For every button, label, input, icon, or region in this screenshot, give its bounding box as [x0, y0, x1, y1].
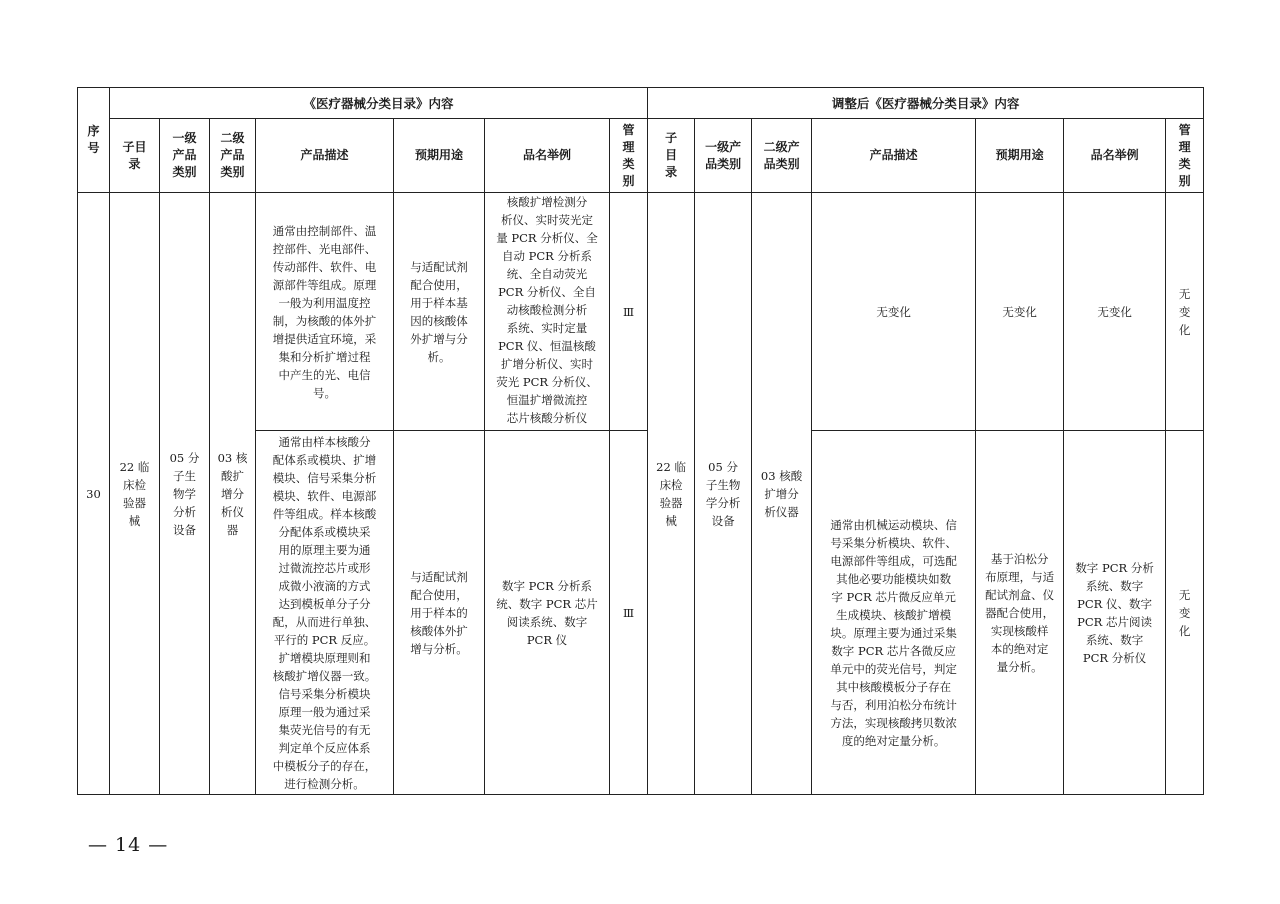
header-orig-description: 产品描述 — [256, 119, 394, 193]
adj-cat2: 03 核酸 扩增分 析仪器 — [752, 193, 812, 795]
adj-description-2: 通常由机械运动模块、信 号采集分析模块、软件、 电源部件等组成，可选配 其他必要功能模块如数 字 PCR 芯片微反应单元 生成模块、核酸扩增模 块。原理主要为通过采集 数字 PCR 芯片各微反应 单元中的荧光信号，判定 其中核酸模板分子存在 与否，利用泊松分布统计 方法，实现核酸拷贝数浓 度的绝对定量分析。 — [812, 431, 976, 795]
header-adj-cat1: 一级产 品类别 — [695, 119, 752, 193]
header-orig-sub-catalog: 子目 录 — [110, 119, 160, 193]
adj-intended-use-2: 基于泊松分 布原理，与适 配试剂盒、仪 器配合使用， 实现核酸样 本的绝对定 量分析。 — [976, 431, 1064, 795]
header-group-original: 《医疗器械分类目录》内容 — [110, 88, 648, 119]
orig-class-1: Ⅲ — [610, 193, 648, 431]
adj-sub-catalog: 22 临 床检 验器 械 — [648, 193, 695, 795]
classification-table — [77, 87, 1204, 795]
orig-sub-catalog: 22 临 床检 验器 械 — [110, 193, 160, 795]
adj-examples-2: 数字 PCR 分析 系统、数字 PCR 仪、数字 PCR 芯片阅读 系统、数字 PCR 分析仪 — [1064, 431, 1166, 795]
header-adj-intended-use: 预期用途 — [976, 119, 1064, 193]
header-orig-intended-use: 预期用途 — [394, 119, 485, 193]
header-adj-description: 产品描述 — [812, 119, 976, 193]
orig-cat2: 03 核 酸扩 增分 析仪 器 — [210, 193, 256, 795]
adj-class-2: 无 变 化 — [1166, 431, 1204, 795]
header-orig-cat2: 二级 产品 类别 — [210, 119, 256, 193]
orig-examples-1: 核酸扩增检测分 析仪、实时荧光定 量 PCR 分析仪、全 自动 PCR 分析系 统、全自动荧光 PCR 分析仪、全自 动核酸检测分析 系统、实时定量 PCR 仪、恒温核酸 扩增分析仪、实时 荧光 PCR 分析仪、 恒温扩增微流控 芯片核酸分析仪 — [485, 193, 610, 431]
adj-intended-use-1: 无变化 — [976, 193, 1064, 431]
adj-cat1: 05 分 子生物 学分析 设备 — [695, 193, 752, 795]
header-adj-class: 管 理 类 别 — [1166, 119, 1204, 193]
header-seq: 序 号 — [78, 88, 110, 193]
adj-description-1: 无变化 — [812, 193, 976, 431]
classification-table-sheet — [77, 87, 1204, 795]
header-orig-cat1: 一级 产品 类别 — [160, 119, 210, 193]
header-adj-sub-catalog: 子 目 录 — [648, 119, 695, 193]
orig-intended-use-2: 与适配试剂 配合使用， 用于样本的 核酸体外扩 增与分析。 — [394, 431, 485, 795]
header-orig-examples: 品名举例 — [485, 119, 610, 193]
orig-examples-2: 数字 PCR 分析系 统、数字 PCR 芯片 阅读系统、数字 PCR 仪 — [485, 431, 610, 795]
orig-description-2: 通常由样本核酸分 配体系或模块、扩增 模块、信号采集分析 模块、软件、电源部 件等组成。样本核酸 分配体系或模块采 用的原理主要为通 过微流控芯片或形 成微小液滴的方式 达到模板单分子分 配，从而进行单独、 平行的 PCR 反应。 扩增模块原理则和 核酸扩增仪器一致。 信号采集分析模块 原理一般为通过采 集荧光信号的有无 判定单个反应体系 中模板分子的存在， 进行检测分析。 — [256, 431, 394, 795]
header-adj-cat2: 二级产 品类别 — [752, 119, 812, 193]
page-number: — 14 — — [88, 834, 169, 856]
orig-cat1: 05 分 子生 物学 分析 设备 — [160, 193, 210, 795]
header-group-adjusted: 调整后《医疗器械分类目录》内容 — [648, 88, 1204, 119]
row-seq: 30 — [78, 193, 110, 795]
orig-description-1: 通常由控制部件、温 控部件、光电部件、 传动部件、软件、电 源部件等组成。原理 一般为利用温度控 制，为核酸的体外扩 增提供适宜环境，采 集和分析扩增过程 中产生的光、电信 号。 — [256, 193, 394, 431]
adj-examples-1: 无变化 — [1064, 193, 1166, 431]
table-row — [78, 193, 1204, 431]
orig-class-2: Ⅲ — [610, 431, 648, 795]
orig-intended-use-1: 与适配试剂 配合使用， 用于样本基 因的核酸体 外扩增与分 析。 — [394, 193, 485, 431]
header-adj-examples: 品名举例 — [1064, 119, 1166, 193]
header-orig-class: 管 理 类 别 — [610, 119, 648, 193]
adj-class-1: 无 变 化 — [1166, 193, 1204, 431]
